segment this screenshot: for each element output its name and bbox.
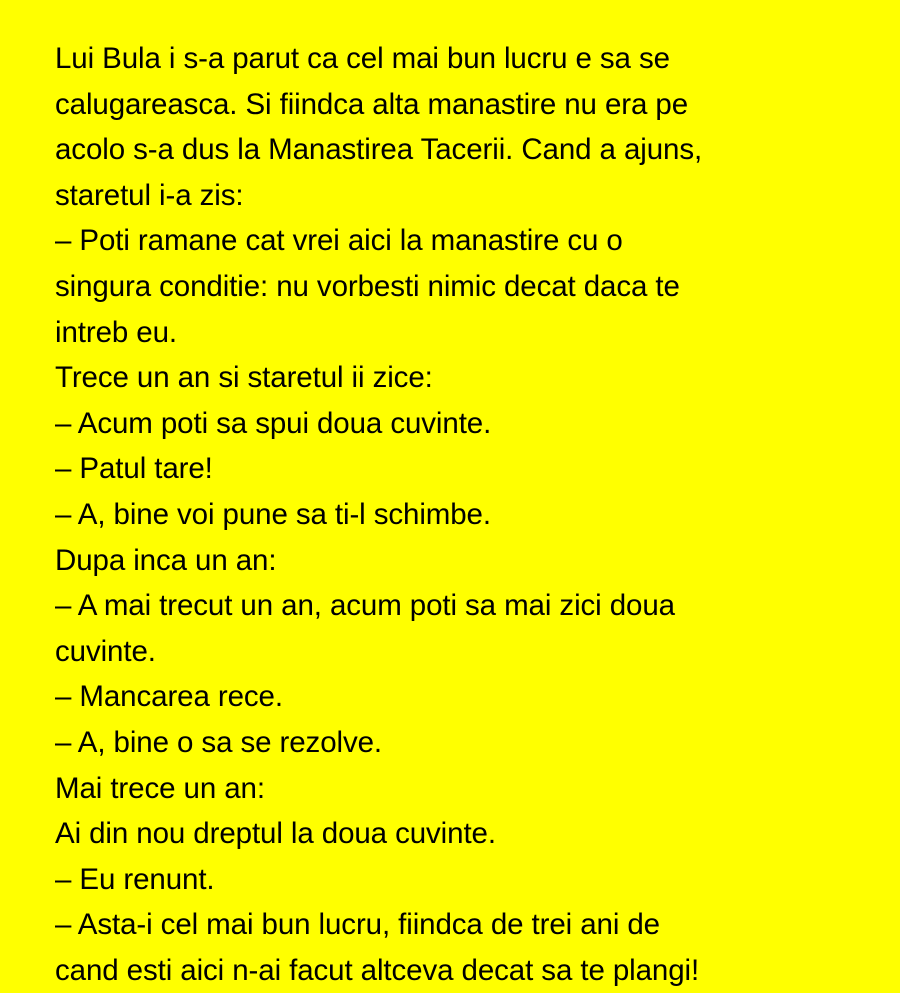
text-line: Trece un an si staretul ii zice: <box>55 361 433 395</box>
text-line: intreb eu. <box>55 315 177 349</box>
text-line: – Poti ramane cat vrei aici la manastire cu o <box>55 224 623 258</box>
text-line: – Asta-i cel mai bun lucru, fiindca de trei ani de <box>55 908 660 942</box>
text-line: Dupa inca un an: <box>55 543 277 577</box>
text-line: cuvinte. <box>55 634 156 668</box>
text-line: – A, bine o sa se rezolve. <box>55 725 383 759</box>
joke-text-block <box>55 36 880 993</box>
text-line: staretul i-a zis: <box>55 178 244 212</box>
text-line: – A, bine voi pune sa ti-l schimbe. <box>55 497 491 531</box>
text-line: – Acum poti sa spui doua cuvinte. <box>55 406 492 440</box>
text-line: Mai trece un an: <box>55 771 265 805</box>
text-line: – A mai trecut un an, acum poti sa mai zici doua <box>55 589 675 623</box>
text-line: singura conditie: nu vorbesti nimic decat daca te <box>55 269 680 303</box>
text-line: – Mancarea rece. <box>55 680 283 714</box>
text-line: Ai din nou dreptul la doua cuvinte. <box>55 817 496 851</box>
text-line: cand esti aici n-ai facut altceva decat sa te plangi! <box>55 953 700 987</box>
text-line: Lui Bula i s-a parut ca cel mai bun lucru e sa se <box>55 42 670 75</box>
text-line: acolo s-a dus la Manastirea Tacerii. Cand a ajuns, <box>55 133 703 167</box>
text-line: – Patul tare! <box>55 452 213 486</box>
text-line: calugareasca. Si fiindca alta manastire nu era pe <box>55 87 688 121</box>
text-line: – Eu renunt. <box>55 862 215 896</box>
